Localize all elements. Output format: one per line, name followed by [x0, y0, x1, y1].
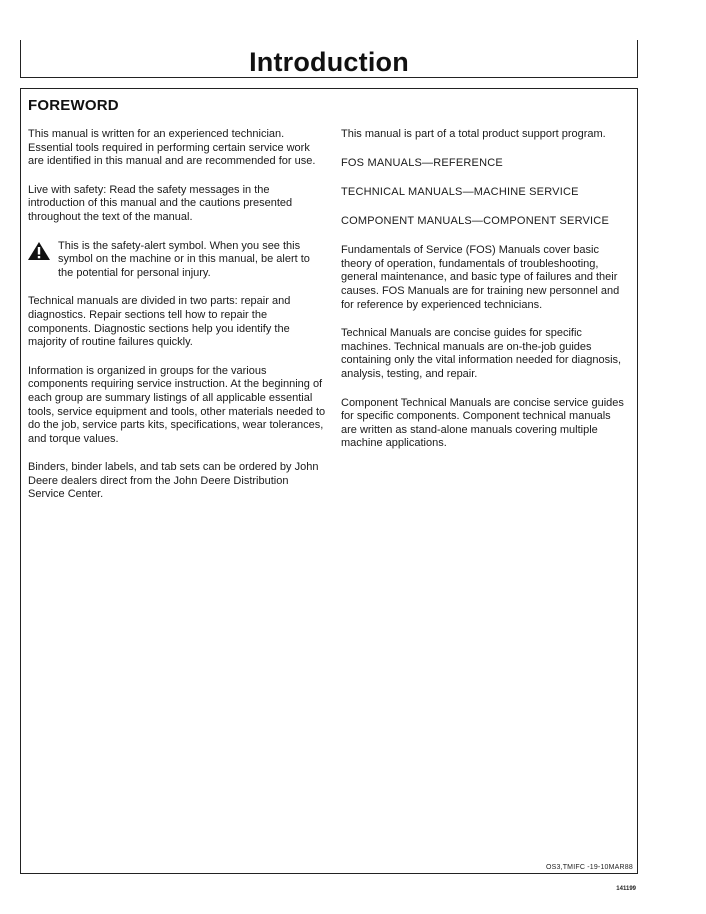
footer-code: OS3,TMIFC -19-10MAR88 — [545, 864, 633, 871]
page-title-bar — [20, 40, 638, 78]
manual-type-item: COMPONENT MANUALS—COMPONENT SERVICE — [341, 214, 609, 227]
manual-type-item: FOS MANUALS—REFERENCE — [341, 156, 503, 169]
paragraph: Fundamentals of Service (FOS) Manuals cover basic theory of operation, fundamentals of troubleshooting, general maintenance, and basic type of failures and their causes. FOS Manuals are for training new personnel and for reference by experienced technicians. — [341, 244, 620, 311]
safety-note — [28, 240, 328, 281]
left-column — [28, 128, 328, 517]
paragraph: Technical manuals are divided in two parts: repair and diagnostics. Repair sections tell how to repair the components. Diagnostic sections help you identify the majority of routine failures quickly. — [28, 295, 291, 349]
page-number: 141199 — [616, 886, 636, 892]
paragraph: Binders, binder labels, and tab sets can be ordered by John Deere dealers direct from the John Deere Distribution Service Center. — [28, 461, 319, 501]
safety-note-text: This is the safety-alert symbol. When you see this symbol on the machine or in this manual, be alert to the potential for personal injury. — [58, 239, 310, 279]
paragraph: Component Technical Manuals are concise service guides for specific components. Component technical manuals are written as stand-alone manuals covering multiple machine applications. — [341, 396, 624, 450]
manual-type-item: TECHNICAL MANUALS—MACHINE SERVICE — [341, 185, 579, 198]
page-title: Introduction — [249, 47, 409, 77]
paragraph: This manual is part of a total product support program. — [341, 128, 606, 140]
section-heading: FOREWORD — [28, 97, 119, 114]
right-column — [341, 128, 627, 466]
paragraph: Information is organized in groups for the various components requiring service instruction. At the beginning of each group are summary listings of all applicable essential tools, service equipment and tools, other materials needed to do the job, service parts kits, specifications, wear tolerances, and torque values. — [28, 364, 326, 445]
warning-triangle-icon — [28, 242, 50, 260]
paragraph: This manual is written for an experienced technician. Essential tools required in performing certain service work are identified in this manual and are recommended for use. — [28, 128, 316, 168]
paragraph: Live with safety: Read the safety messages in the introduction of this manual and the cautions presented throughout the text of the manual. — [28, 183, 293, 223]
paragraph: Technical Manuals are concise guides for specific machines. Technical manuals are on-the-job guides containing only the vital information needed for diagnosis, analysis, testing, and repair. — [341, 327, 622, 380]
